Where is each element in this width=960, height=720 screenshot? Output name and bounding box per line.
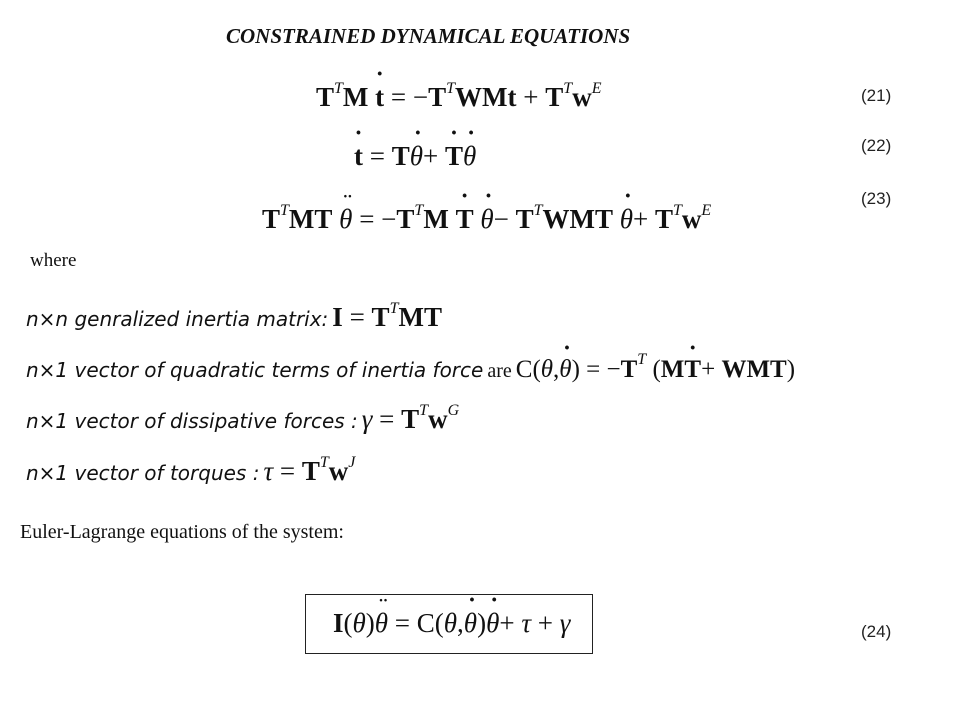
definition-inertia-text: n×n genralized inertia matrix: <box>26 307 329 331</box>
definition-torques-text: n×1 vector of torques : <box>26 461 260 485</box>
definition-dissipative-expr: $\gamma = T^Tw^G$ <box>361 402 460 434</box>
equation-24: I(θ)θ ¨ = C(θ,θ ˙)θ ˙+ τ + γ <box>333 608 570 639</box>
definition-quadratic-text: n×1 vector of quadratic terms of inertia force <box>26 358 484 382</box>
equation-number-21: (21) <box>861 86 892 105</box>
page-title: CONSTRAINED DYNAMICAL EQUATIONS <box>226 24 631 48</box>
definition-quadratic-are: are <box>487 360 512 382</box>
equation-number-22: (22) <box>861 136 892 155</box>
definition-inertia-expr: $I = T^TMT$ <box>332 300 442 332</box>
definition-inertia <box>26 300 442 333</box>
equation-22: t ˙ = Tθ ˙+ T ˙θ ˙ <box>354 141 476 172</box>
where-label: where <box>30 250 77 271</box>
definition-torques <box>26 454 355 487</box>
definition-torques-expr: $\tau = T^Tw^J$ <box>263 454 356 486</box>
equation-number-23: (23) <box>861 189 892 208</box>
definition-quadratic <box>26 351 795 384</box>
equation-21: $T^TM$ t ˙ = $-T^TWMt + T^Tw^E$ <box>316 80 601 113</box>
equation-23: $T^TMT$ θ ¨ = $-T^TM$ T ˙ θ ˙− $T^TWMT$ θ ˙+ $T^Tw^E$ <box>262 202 711 235</box>
euler-lagrange-label: Euler-Lagrange equations of the system: <box>20 521 344 543</box>
definition-quadratic-expr: C(θ,θ ˙) = $-T^T$ (MT ˙+ WMT) <box>516 356 795 383</box>
definition-dissipative-text: n×1 vector of dissipative forces : <box>26 409 358 433</box>
definition-dissipative <box>26 402 459 435</box>
equation-number-24: (24) <box>861 622 892 641</box>
